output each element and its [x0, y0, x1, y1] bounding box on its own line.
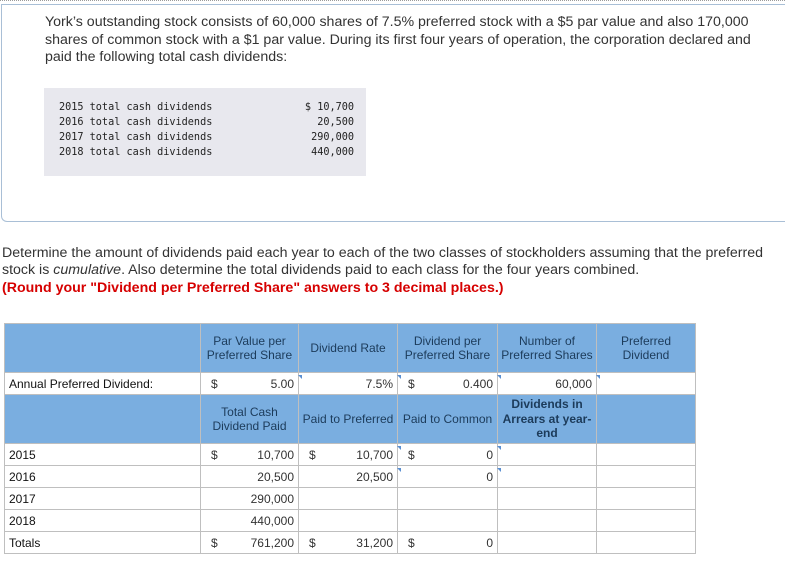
totals-common-value: 0 — [486, 536, 493, 550]
dollar-sign: $ — [211, 377, 218, 391]
empty-cell — [597, 444, 696, 466]
paid-common-cell[interactable] — [398, 488, 498, 510]
problem-intro: York’s outstanding stock consists of 60,000 shares of 7.5% preferred stock with a $5 par value and also 170,000 shares of common stock with a $1 par value. During its first four years of operation, the corporation declared and paid the following total cash dividends: — [45, 14, 751, 65]
paid-preferred-cell[interactable] — [299, 488, 398, 510]
paid-preferred-cell[interactable] — [299, 510, 398, 532]
total-cash-value: 10,700 — [257, 448, 294, 462]
rounding-note: (Round your "Dividend per Preferred Share" answers to 3 decimal places.) — [2, 279, 504, 296]
arrears-cell[interactable] — [498, 510, 597, 532]
header-number-shares: Number of Preferred Shares — [498, 324, 597, 373]
instructions — [2, 245, 785, 297]
paid-common-input[interactable]: 0 — [486, 448, 493, 462]
total-cash-value: 440,000 — [250, 514, 294, 528]
dividend-per-share-input[interactable]: 0.400 — [462, 377, 493, 391]
year-label: 2016 — [5, 466, 201, 488]
arrears-cell[interactable] — [498, 466, 597, 488]
header-preferred-dividend: Preferred Dividend — [597, 324, 696, 373]
dividend-table — [4, 323, 696, 554]
dividend-per-share-cell[interactable] — [398, 373, 498, 395]
annual-row-label: Annual Preferred Dividend: — [5, 373, 201, 395]
dollar-sign: $ — [408, 377, 415, 391]
total-cash-value: 20,500 — [257, 470, 294, 484]
paid-preferred-cell[interactable] — [299, 466, 398, 488]
dollar-sign: $ — [211, 448, 218, 462]
total-cash-cell — [201, 510, 299, 532]
dividend-amount-2017: 290,000 — [311, 132, 354, 143]
header-total-cash: Total Cash Dividend Paid — [201, 395, 299, 444]
totals-cash-cell — [201, 532, 299, 554]
dollar-sign: $ — [408, 536, 415, 550]
year-label: 2017 — [5, 488, 201, 510]
par-value-input[interactable]: 5.00 — [270, 377, 294, 391]
dividend-label-2016: 2016 total cash dividends — [59, 117, 213, 128]
number-shares-input[interactable]: 60,000 — [555, 377, 592, 391]
paid-common-cell[interactable] — [398, 466, 498, 488]
totals-common-cell — [398, 532, 498, 554]
paid-preferred-cell[interactable] — [299, 444, 398, 466]
dividend-label-2017: 2017 total cash dividends — [59, 132, 213, 143]
paid-common-input[interactable]: 0 — [486, 470, 493, 484]
dividend-rate-input[interactable]: 7.5% — [365, 377, 393, 391]
number-shares-cell[interactable] — [498, 373, 597, 395]
totals-label: Totals — [5, 532, 201, 554]
totals-preferred-cell — [299, 532, 398, 554]
dividends-panel — [44, 88, 366, 176]
dollar-sign: $ — [309, 448, 316, 462]
header-blank — [5, 324, 201, 373]
par-value-cell[interactable] — [201, 373, 299, 395]
top-divider — [0, 0, 785, 1]
paid-preferred-input[interactable]: 10,700 — [356, 448, 393, 462]
empty-cell — [498, 532, 597, 554]
totals-cash-value: 761,200 — [250, 536, 294, 550]
dividend-label-2018: 2018 total cash dividends — [59, 147, 213, 158]
year-label: 2018 — [5, 510, 201, 532]
paid-preferred-input[interactable]: 20,500 — [356, 470, 393, 484]
instruction-text: Determine the amount of dividends paid each year to each of the two classes of stockholders assuming that the preferred stock is — [2, 245, 764, 279]
dollar-sign: $ — [309, 536, 316, 550]
totals-preferred-value: 31,200 — [356, 536, 393, 550]
header-paid-preferred: Paid to Preferred — [299, 395, 398, 444]
empty-cell — [597, 510, 696, 532]
arrears-cell[interactable] — [498, 488, 597, 510]
empty-cell — [597, 466, 696, 488]
dollar-sign: $ — [211, 536, 218, 550]
total-cash-cell — [201, 488, 299, 510]
dividend-amount-2015: $ 10,700 — [304, 102, 354, 113]
instruction-emphasis: cumulative — [53, 262, 122, 279]
paid-common-cell[interactable] — [398, 444, 498, 466]
dividend-amount-2018: 440,000 — [311, 147, 354, 158]
total-cash-value: 290,000 — [250, 492, 294, 506]
header-arrears: Dividends in Arrears at year-end — [498, 395, 597, 444]
preferred-dividend-cell[interactable] — [597, 373, 696, 395]
empty-cell — [597, 532, 696, 554]
year-label: 2015 — [5, 444, 201, 466]
dividend-label-2015: 2015 total cash dividends — [59, 102, 213, 113]
arrears-cell[interactable] — [498, 444, 597, 466]
dividend-rate-cell[interactable] — [299, 373, 398, 395]
header-par-value: Par Value per Preferred Share — [201, 324, 299, 373]
total-cash-cell — [201, 444, 299, 466]
header-paid-common: Paid to Common — [398, 395, 498, 444]
dividend-amount-2016: 20,500 — [317, 117, 354, 128]
header-dividend-rate: Dividend Rate — [299, 324, 398, 373]
header2-blank — [5, 395, 201, 444]
total-cash-cell — [201, 466, 299, 488]
dollar-sign: $ — [408, 448, 415, 462]
empty-cell — [597, 488, 696, 510]
header2-blank-right — [597, 395, 696, 444]
header-dividend-per-share: Dividend per Preferred Share — [398, 324, 498, 373]
instruction-tail: . Also determine the total dividends paid to each class for the four years combined. — [121, 262, 640, 279]
paid-common-cell[interactable] — [398, 510, 498, 532]
